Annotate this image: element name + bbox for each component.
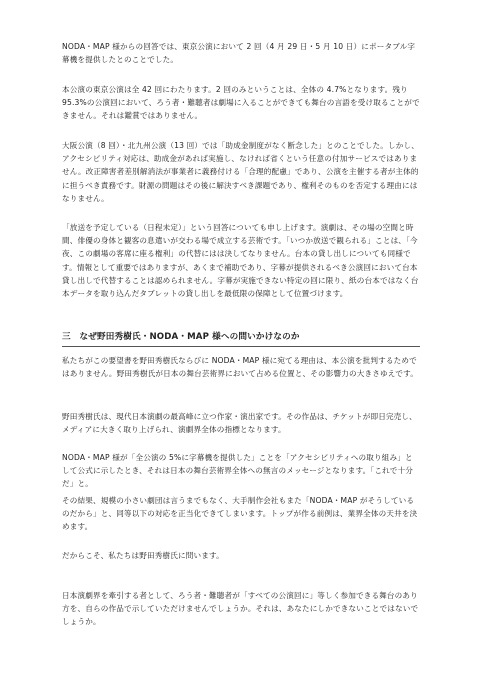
section-heading: 三 なぜ野田秀樹氏・NODA・MAP 様への問いかけなのか <box>62 332 300 342</box>
paragraph-request: 日本演劇界を牽引する者として、ろう者・難聴者が「すべての公演回に」等しく参加できる舞台のあり方を、自らの作品で示していただけませんでしょうか。それは、あなたにしかできないことではないでしょうか。 <box>62 591 419 627</box>
paragraph-broadcast-and-script: 「放送を予定している（日程未定）」という回答についても申し上げます。演劇は、その場の空間と時間、俳優の身体と観客の息遣いが交わる場で成立する芸術です。「いつか放送で観られる」ことは、「今夜、この劇場の客席に座る権利」の代替にはは決してなりません。台本の貸し出しについても同様です。情報として重要ではありますが、あくまで補助であり、字幕が提供されるべき公演回において台本貸し出しで代替することは認められません。字幕が実施できない特定の回に限り、紙の台本ではなく台本データを取り込んだタブレットの貸し出しを最低限の保障として位置づけます。 <box>62 223 419 299</box>
paragraph-tokyo-performances: 本公演の東京公演は全 42 回にわたります。2 回のみということは、全体の 4.7%となります。残り 95.3%の公演回において、ろう者・難聴者は劇場に入ることができても舞台の言語を受け取ることができません。それは鑑賞ではありません。 <box>62 85 420 121</box>
paragraph-osaka-kitakyushu: 大阪公演（8 回）・北九州公演（13 回）では「助成金制度がなく断念した」とのことでした。しかし、アクセシビリティ対応は、助成金があれば実施し、なければ省くという任意の付加サービスではありません。改正障害者差別解消法が事業者に義務付ける「合理的配慮」であり、公演を主催する者が主体的に担うべき責務です。財源の問題はその後に解決すべき課題であり、権利そのものを否定する理由にはなりません。 <box>62 141 419 203</box>
paragraph-noda-profile: 野田秀樹氏は、現代日本演劇の最高峰に立つ作家・演出家です。その作品は、チケットが即日完売し、メディアに大きく取り上げられ、演劇界全体の指標となります。 <box>62 412 417 435</box>
heading-underline <box>62 346 420 347</box>
paragraph-precedent: その結果、規模の小さい劇団は言うまでもなく、大手制作会社もまた「NODA・MAP がそうしているのだから」と、同等以下の対応を正当化できてしまいます。トップが作る前例は、業界全体の天井を決めます。 <box>62 496 418 532</box>
paragraph-noda-map-response: NODA・MAP 様からの回答では、東京公演において 2 回（4 月 29 日・5 月 10 日）にポータブル字幕機を提供したとのことでした。 <box>62 42 416 65</box>
paragraph-message-to-industry: NODA・MAP 様が「全公演の 5%に字幕機を提供した」ことを「アクセシビリティへの取り組み」として公式に示したとき、それは日本の舞台芸術界全体への無言のメッセージとなります。「これで十分だ」と。 <box>62 453 414 489</box>
paragraph-reason-for-letter: 私たちがこの要望書を野田秀樹氏ならびに NODA・MAP 様に宛てる理由は、本公演を批判するためではありません。野田秀樹氏が日本の舞台芸術界において占める位置と、その影響力の大きさゆえです。 <box>62 356 419 379</box>
paragraph-question: だからこそ、私たちは野田秀樹氏に問います。 <box>62 551 224 560</box>
